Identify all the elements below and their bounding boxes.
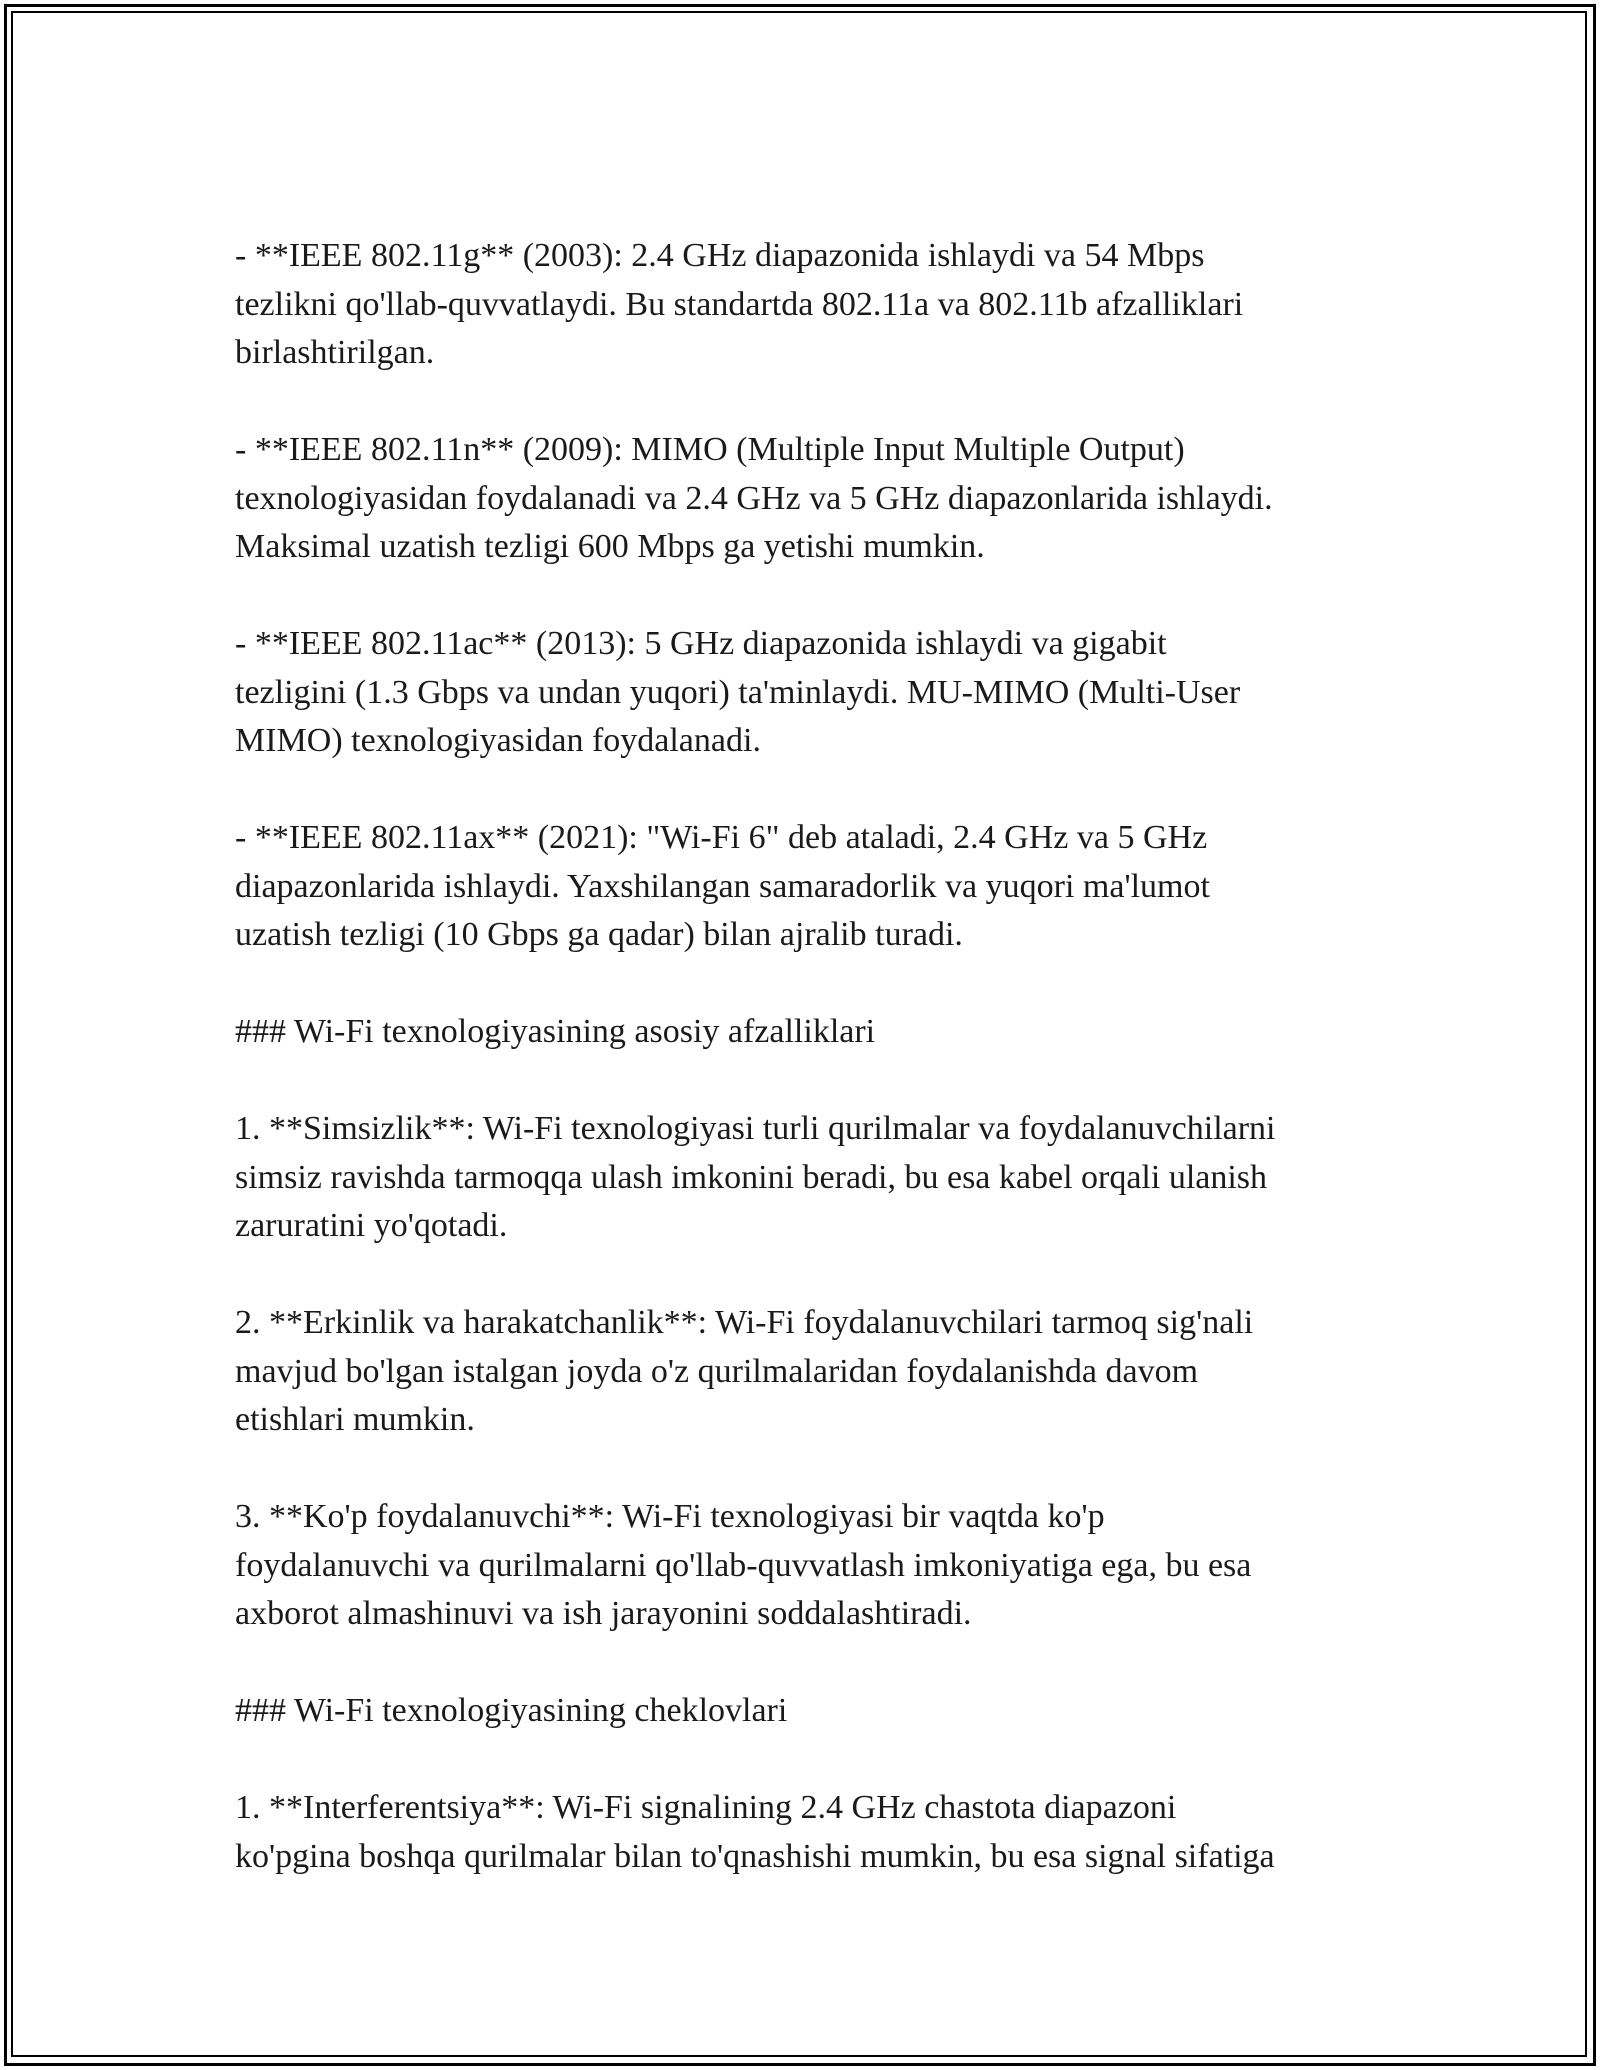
text-line: - **IEEE 802.11n** (2009): MIMO (Multiple Input Multiple Output): [235, 431, 1185, 468]
text-line: ### Wi-Fi texnologiyasining cheklovlari: [235, 1692, 788, 1729]
text-line: texnologiyasidan foydalanadi va 2.4 GHz va 5 GHz diapazonlarida ishlaydi.: [235, 479, 1273, 517]
heading-advantages: [235, 1008, 1415, 1057]
paragraph-advantage-wireless: [235, 1105, 1415, 1251]
paragraph-advantage-mobility: [235, 1299, 1415, 1445]
text-line: ko'pgina boshqa qurilmalar bilan to'qnashishi mumkin, bu esa signal sifatiga: [235, 1837, 1275, 1875]
text-line: tezligini (1.3 Gbps va undan yuqori) ta'minlaydi. MU-MIMO (Multi-User: [235, 673, 1241, 711]
text-line: mavjud bo'lgan istalgan joyda o'z qurilmalaridan foydalanishda davom: [235, 1352, 1199, 1390]
text-line: MIMO) texnologiyasidan foydalanadi.: [235, 722, 761, 759]
paragraph-802-11ax: [235, 814, 1415, 960]
text-line: Maksimal uzatish tezligi 600 Mbps ga yetishi mumkin.: [235, 528, 985, 565]
paragraph-802-11n: [235, 426, 1415, 572]
text-line: - **IEEE 802.11ac** (2013): 5 GHz diapazonida ishlaydi va gigabit: [235, 625, 1167, 662]
paragraph-802-11g: [235, 232, 1415, 378]
paragraph-802-11ac: [235, 620, 1415, 766]
text-line: etishlari mumkin.: [235, 1401, 475, 1438]
text-line: ### Wi-Fi texnologiyasining asosiy afzalliklari: [235, 1013, 876, 1050]
text-line: - **IEEE 802.11g** (2003): 2.4 GHz diapazonida ishlaydi va 54 Mbps: [235, 237, 1205, 274]
text-line: foydalanuvchi va qurilmalarni qo'llab-quvvatlash imkoniyatiga ega, bu esa: [235, 1546, 1252, 1584]
document-body: [235, 232, 1415, 1930]
paragraph-limitation-interference: [235, 1784, 1415, 1881]
text-line: uzatish tezligi (10 Gbps ga qadar) bilan ajralib turadi.: [235, 916, 963, 953]
text-line: 1. **Interferentsiya**: Wi-Fi signalining 2.4 GHz chastota diapazoni: [235, 1789, 1177, 1826]
text-line: simsiz ravishda tarmoqqa ulash imkonini beradi, bu esa kabel orqali ulanish: [235, 1158, 1268, 1196]
text-line: diapazonlarida ishlaydi. Yaxshilangan samaradorlik va yuqori ma'lumot: [235, 867, 1210, 905]
text-line: 1. **Simsizlik**: Wi-Fi texnologiyasi turli qurilmalar va foydalanuvchilarni: [235, 1110, 1276, 1147]
text-line: tezlikni qo'llab-quvvatlaydi. Bu standartda 802.11a va 802.11b afzalliklari: [235, 285, 1244, 323]
text-line: 2. **Erkinlik va harakatchanlik**: Wi-Fi foydalanuvchilari tarmoq sig'nali: [235, 1304, 1254, 1341]
text-line: birlashtirilgan.: [235, 334, 435, 371]
text-line: axborot almashinuvi va ish jarayonini soddalashtiradi.: [235, 1595, 972, 1632]
text-line: zaruratini yo'qotadi.: [235, 1207, 508, 1244]
text-line: 3. **Ko'p foydalanuvchi**: Wi-Fi texnologiyasi bir vaqtda ko'p: [235, 1498, 1105, 1535]
text-line: - **IEEE 802.11ax** (2021): "Wi-Fi 6" deb ataladi, 2.4 GHz va 5 GHz: [235, 819, 1208, 856]
heading-limitations: [235, 1687, 1415, 1736]
paragraph-advantage-multiuser: [235, 1493, 1415, 1639]
